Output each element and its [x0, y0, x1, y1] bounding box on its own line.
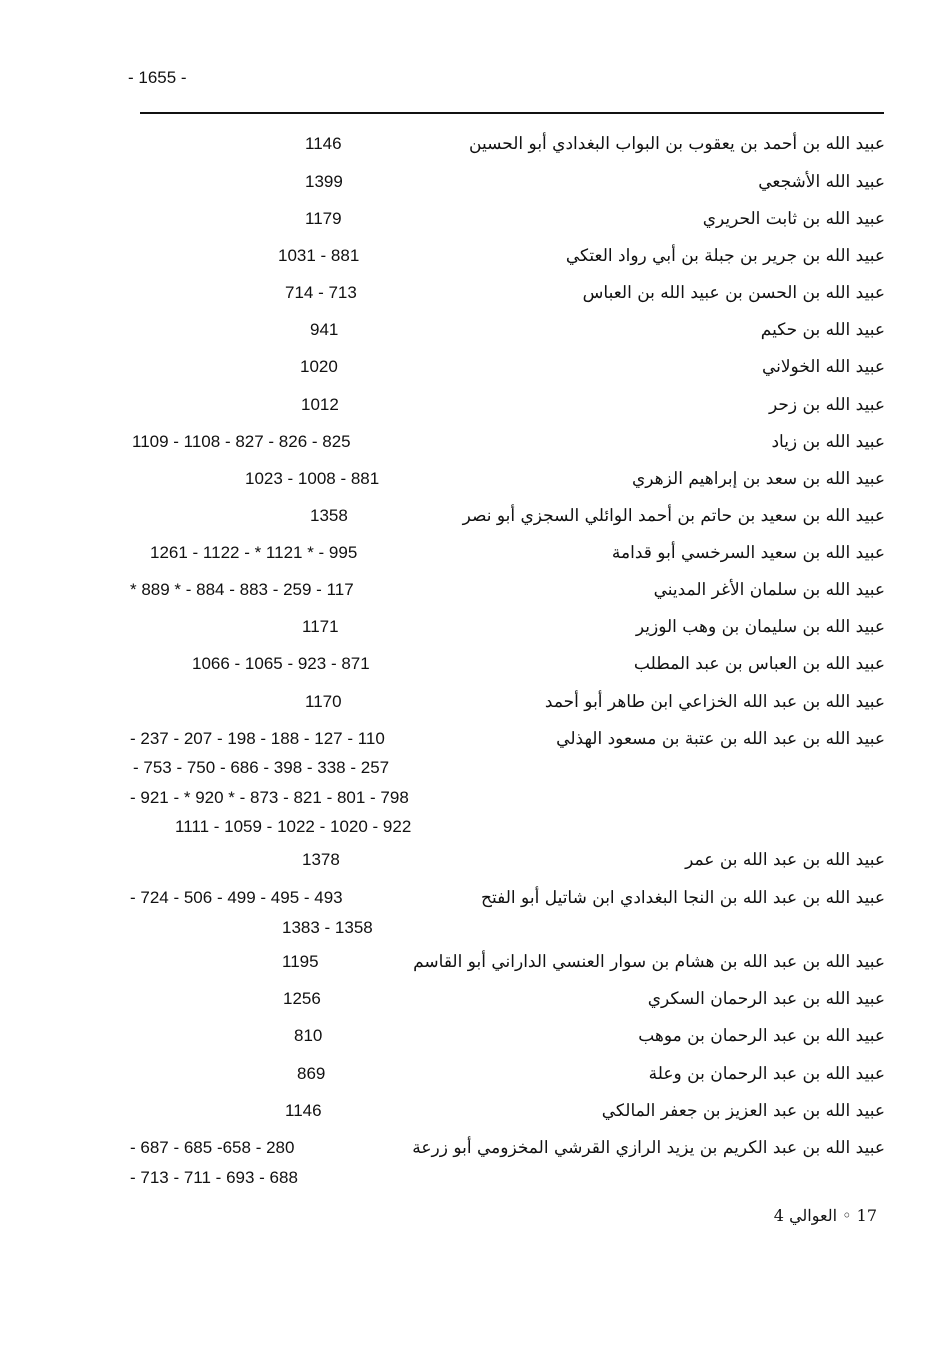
entry-page-refs: * 889 * - 884 - 883 - 259 - 117: [130, 580, 354, 599]
entry-name: عبيد الله بن زحر: [769, 395, 885, 415]
entry-name: عبيد الله بن ثابت الحريري: [702, 209, 885, 229]
entry-page-refs: - 687 - 685 -658 - 280: [130, 1138, 295, 1157]
entry-name: عبيد الله بن سلمان الأغر المديني: [653, 580, 885, 600]
entry-page-refs: 1109 - 1108 - 827 - 826 - 825: [132, 432, 351, 451]
entry-name: عبيد الله بن سعد بن إبراهيم الزهري: [631, 469, 885, 489]
entry-name: عبيد الله بن العباس بن عبد المطلب: [633, 654, 885, 674]
entry-page-refs: 714 - 713: [285, 283, 357, 302]
entry-page-refs: 1111 - 1059 - 1022 - 1020 - 922: [175, 817, 412, 836]
entry-name: عبيد الله بن عبد الرحمان بن وعلة: [648, 1064, 885, 1084]
entry-page-refs: 1146: [305, 134, 342, 153]
entry-name: عبيد الله بن سعيد السرخسي أبو قدامة: [611, 543, 885, 563]
entry-name: عبيد الله الأشجعي: [758, 172, 885, 192]
entry-name: عبيد الله بن عبد الرحمان السكري: [647, 989, 885, 1009]
entry-page-refs: 1378: [302, 850, 340, 869]
entry-name: عبيد الله بن زياد: [771, 432, 885, 452]
entry-page-refs: - 921 - * 920 * - 873 - 821 - 801 - 798: [130, 788, 409, 807]
entry-page-refs: - 237 - 207 - 198 - 188 - 127 - 110: [130, 729, 385, 748]
entry-page-refs: 1170: [305, 692, 342, 711]
entry-page-refs: - 713 - 711 - 693 - 688: [130, 1168, 298, 1187]
entry-name: عبيد الله بن حكيم: [760, 320, 885, 340]
entry-page-refs: 1358: [310, 506, 348, 525]
page-footer: 17 ◦ العوالي 4: [773, 1206, 877, 1225]
entry-page-refs: 1023 - 1008 - 881: [245, 469, 380, 488]
entry-page-refs: 810: [294, 1026, 323, 1045]
entry-page-refs: 1146: [285, 1101, 322, 1120]
entry-name: عبيد الله بن عبد الله بن عتبة بن مسعود الهذلي: [556, 729, 885, 749]
entry-page-refs: 1066 - 1065 - 923 - 871: [192, 654, 370, 673]
entry-name: عبيد الله بن عبد الله بن عمر: [685, 850, 885, 870]
entry-name: عبيد الله بن عبد الله بن هشام بن سوار العنسي الداراني أبو القاسم: [413, 952, 885, 972]
entry-name: عبيد الله بن عبد الله الخزاعي ابن طاهر أبو أحمد: [544, 692, 885, 712]
entry-name: عبيد الله بن سليمان بن وهب الوزير: [635, 617, 885, 637]
entry-name: عبيد الله بن عبد الله بن النجا البغدادي ابن شاتيل أبو الفتح: [481, 888, 885, 908]
entry-page-refs: 1020: [300, 357, 338, 376]
page-number: - 1655 -: [128, 68, 187, 87]
entry-name: عبيد الله بن الحسن بن عبيد الله بن العباس: [582, 283, 885, 303]
entry-page-refs: 1179: [305, 209, 342, 228]
entry-page-refs: 869: [297, 1064, 326, 1083]
entry-name: عبيد الله الخولاني: [761, 357, 885, 377]
entry-name: عبيد الله بن أحمد بن يعقوب بن البواب البغدادي أبو الحسين: [469, 134, 885, 154]
entry-page-refs: 1383 - 1358: [282, 918, 373, 937]
entry-page-refs: 1399: [305, 172, 343, 191]
entry-page-refs: 1256: [283, 989, 321, 1008]
entry-page-refs: 1031 - 881: [278, 246, 360, 265]
entry-page-refs: 1195: [282, 952, 319, 971]
entry-page-refs: - 753 - 750 - 686 - 398 - 338 - 257: [133, 758, 390, 777]
entry-name: عبيد الله بن سعيد بن حاتم بن أحمد الوائلي السجزي أبو نصر: [462, 506, 885, 526]
entry-page-refs: 1012: [301, 395, 339, 414]
entry-page-refs: 1261 - 1122 - * 1121 * - 995: [150, 543, 358, 562]
entry-name: عبيد الله بن عبد العزيز بن جعفر المالكي: [601, 1101, 885, 1121]
entry-name: عبيد الله بن عبد الرحمان بن موهب: [638, 1026, 885, 1046]
entry-name: عبيد الله بن جرير بن جبلة بن أبي رواد العتكي: [565, 246, 885, 266]
entry-page-refs: - 724 - 506 - 499 - 495 - 493: [130, 888, 343, 907]
entry-name: عبيد الله بن عبد الكريم بن يزيد الرازي القرشي المخزومي أبو زرعة: [412, 1138, 885, 1158]
entry-page-refs: 941: [310, 320, 339, 339]
entry-page-refs: 1171: [302, 617, 339, 636]
